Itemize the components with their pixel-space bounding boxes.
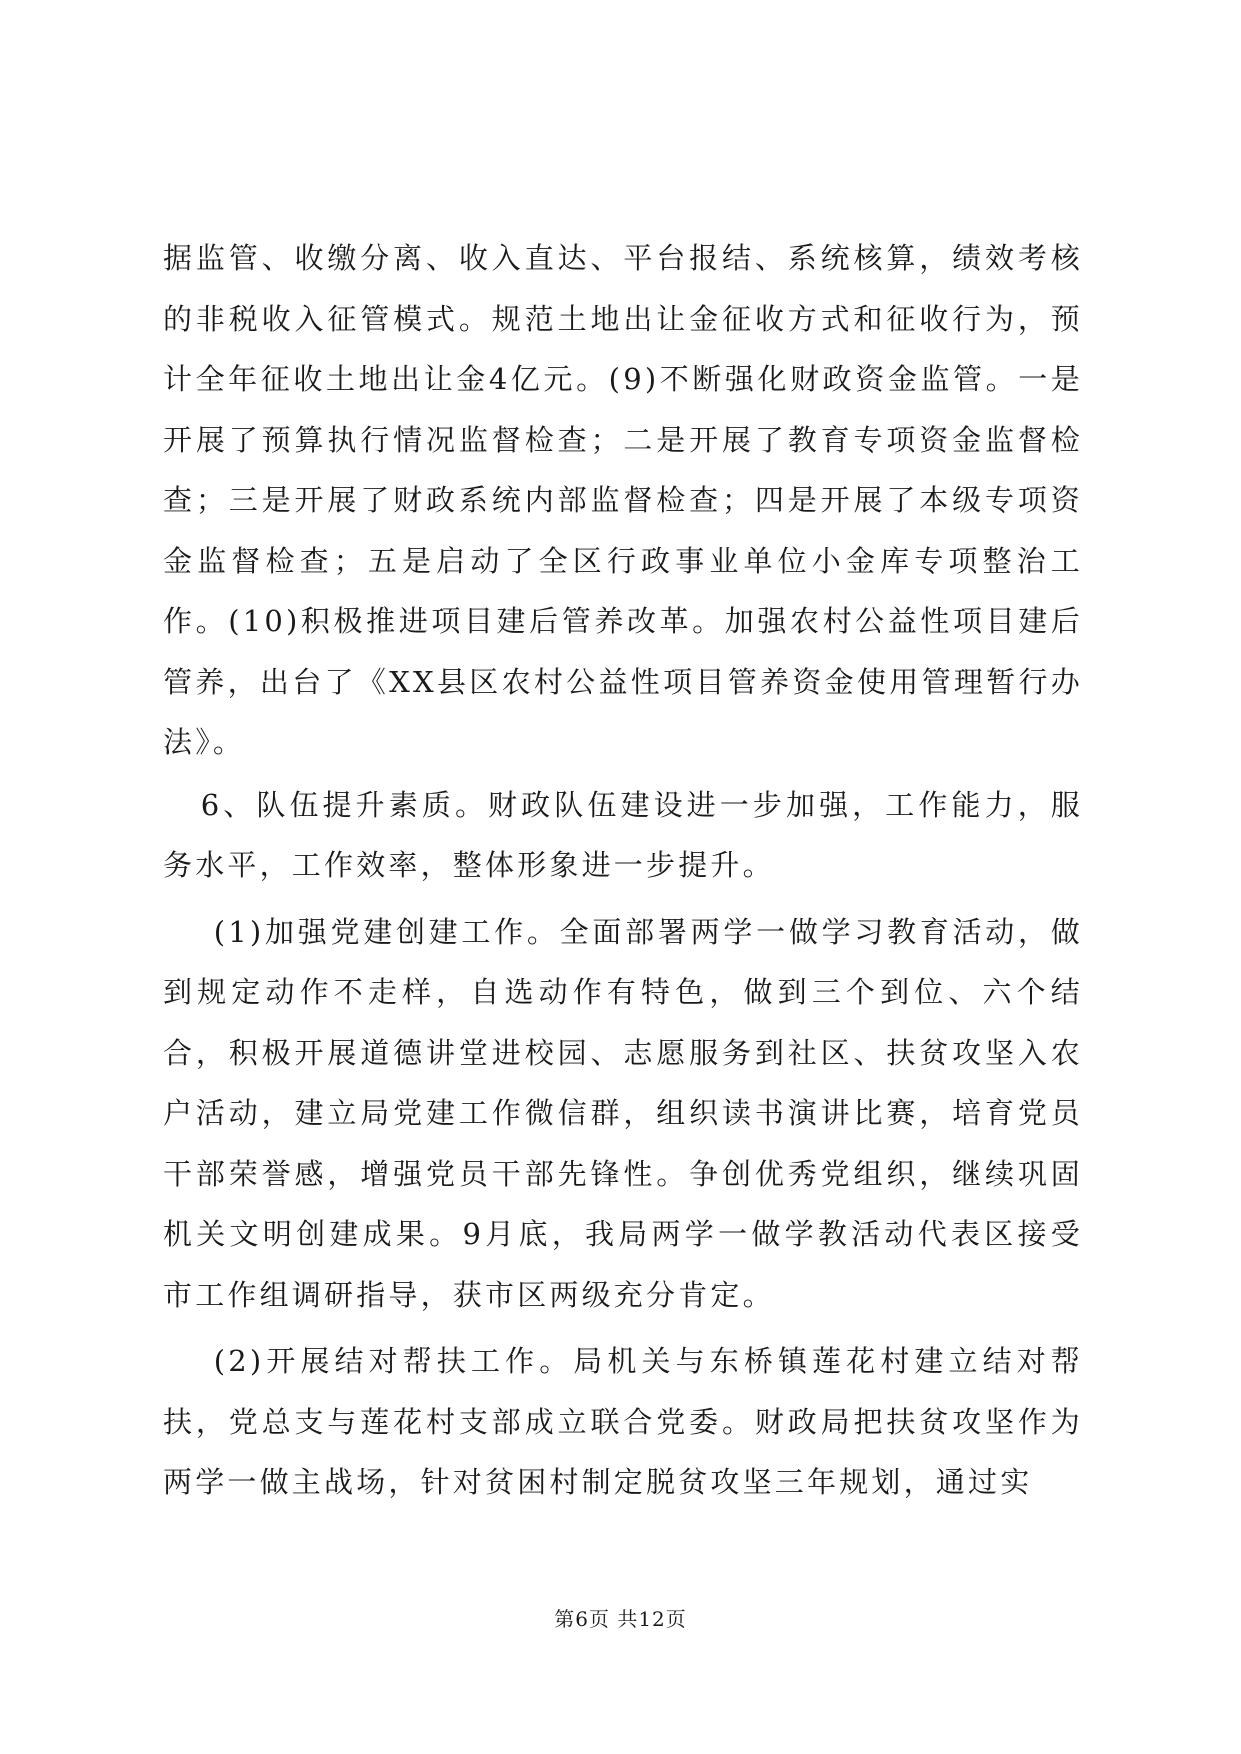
page-number-footer: 第6页 共12页 — [554, 1607, 687, 1631]
paragraph-party-building: (1)加强党建创建工作。全面部署两学一做学习教育活动，做到规定动作不走样，自选动作有特色，做到三个到位、六个结合，积极开展道德讲堂进校园、志愿服务到社区、扶贫攻坚入农户活动，建立局党建工作微信群，组织读书演讲比赛，培育党员干部荣誉感，增强党员干部先锋性。争创优秀党组织，继续巩固机关文明创建成果。9月底，我局两学一做学教活动代表区接受市工作组调研指导，获市区两级充分肯定。 — [163, 914, 1083, 1312]
document-body — [163, 228, 1083, 1513]
paragraph-team-quality: 6、队伍提升素质。财政队伍建设进一步加强，工作能力，服务水平，工作效率，整体形象进一步提升。 — [163, 787, 1083, 882]
paragraph-paired-assistance: (2)开展结对帮扶工作。局机关与东桥镇莲花村建立结对帮扶，党总支与莲花村支部成立联合党委。财政局把扶贫攻坚作为两学一做主战场，针对贫困村制定脱贫攻坚三年规划，通过实 — [163, 1344, 1083, 1499]
paragraph-continuation: 据监管、收缴分离、收入直达、平台报结、系统核算，绩效考核的非税收入征管模式。规范土地出让金征收方式和征收行为，预计全年征收土地出让金4亿元。(9)不断强化财政资金监管。一是开展了预算执行情况监督检查；二是开展了教育专项资金监督检查；三是开展了财政系统内部监督检查；四是开展了本级专项资金监督检查；五是启动了全区行政事业单位小金库专项整治工作。(10)积极推进项目建后管养改革。加强农村公益性项目建后管养，出台了《XX县区农村公益性项目管养资金使用管理暂行办法》。 — [163, 241, 1083, 759]
